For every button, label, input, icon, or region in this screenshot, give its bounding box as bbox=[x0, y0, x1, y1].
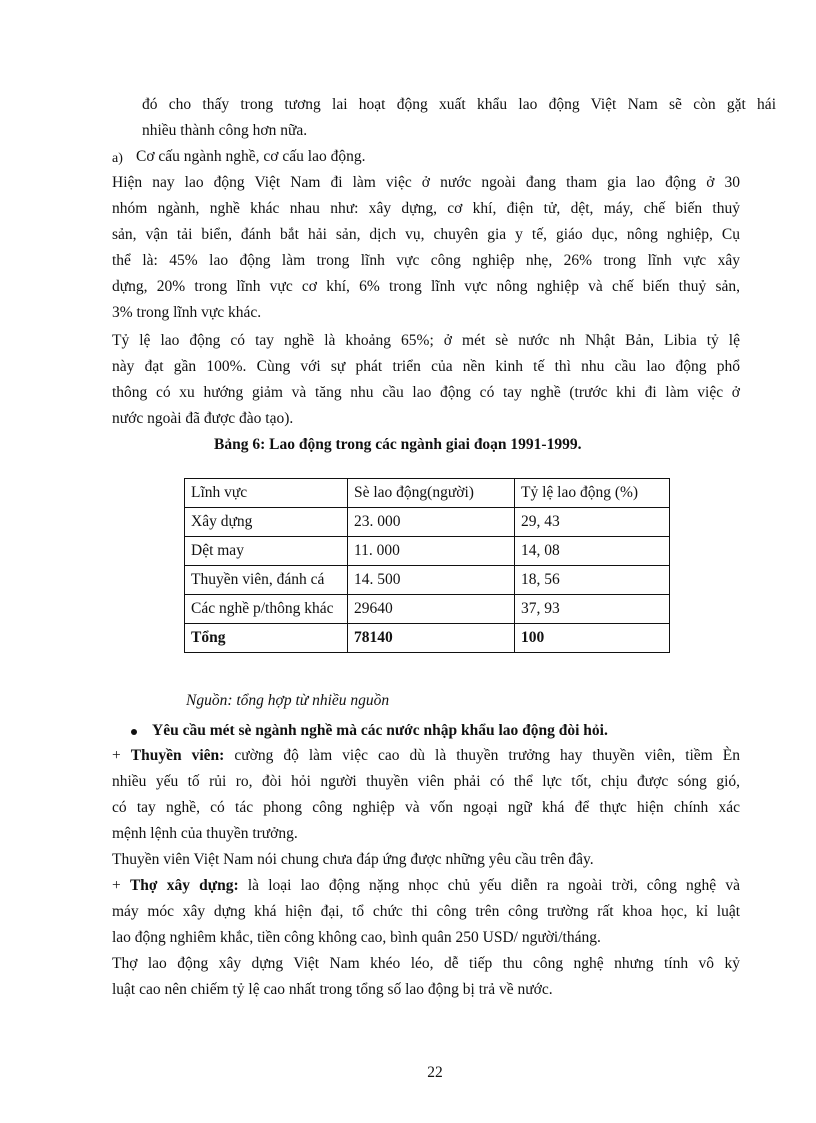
table-cell: 11. 000 bbox=[348, 537, 515, 566]
paragraph-line: nhiều thành công hơn nữa. bbox=[142, 122, 308, 139]
table-cell: 29, 43 bbox=[515, 508, 670, 537]
paragraph-line: sản, vận tải biển, đánh bắt hải sản, dịch vụ, chuyên gia y tế, giáo dục, nông nghiệp, Cụ bbox=[112, 226, 740, 243]
bullet-heading: Yêu cầu mét sè ngành nghề mà các nước nhập khẩu lao động đòi hỏi. bbox=[152, 722, 608, 739]
table-cell: 14, 08 bbox=[515, 537, 670, 566]
paragraph-line bbox=[112, 745, 740, 767]
paragraph-line bbox=[112, 875, 740, 897]
table-cell: 37, 93 bbox=[515, 595, 670, 624]
table-row bbox=[185, 566, 670, 595]
table-cell: 78140 bbox=[348, 624, 515, 653]
table-cell: Tổng bbox=[185, 624, 348, 653]
paragraph-line: có tay nghề, có tác phong công nghiệp và vốn ngoại ngữ khá để thực hiện chính xác bbox=[112, 799, 740, 816]
table-header-row bbox=[185, 479, 670, 508]
item-prefix: + bbox=[112, 747, 131, 764]
paragraph-line: Thuyền viên Việt Nam nói chung chưa đáp ứng được những yêu cầu trên đây. bbox=[112, 851, 594, 868]
table-source: Nguồn: tổng hợp từ nhiều nguồn bbox=[186, 692, 390, 709]
item-prefix: + bbox=[112, 877, 130, 894]
table-cell: 18, 56 bbox=[515, 566, 670, 595]
table-caption: Bảng 6: Lao động trong các ngành giai đoạn 1991-1999. bbox=[214, 436, 582, 453]
table-cell: Thuyền viên, đánh cá bbox=[185, 566, 348, 595]
bullet-icon bbox=[131, 729, 137, 735]
table-header-cell: Lĩnh vực bbox=[185, 479, 348, 508]
paragraph-line: đó cho thấy trong tương lai hoạt động xuất khẩu lao động Việt Nam sẽ còn gặt hái bbox=[142, 96, 776, 113]
paragraph-line: này đạt gần 100%. Cùng với sự phát triển của nền kinh tế thì nhu cầu lao động phổ bbox=[112, 358, 740, 375]
paragraph-line: thể là: 45% lao động làm trong lĩnh vực công nghiệp nhẹ, 26% trong lĩnh vực xây bbox=[112, 252, 740, 269]
table-cell: Xây dựng bbox=[185, 508, 348, 537]
paragraph-line: Hiện nay lao động Việt Nam đi làm việc ở nước ngoài đang tham gia lao động ở 30 bbox=[112, 174, 740, 191]
paragraph-line: thông có xu hướng giảm và tăng nhu cầu lao động có tay nghề (trước khi đi làm việc ở bbox=[112, 384, 740, 401]
item-text: là loại lao động nặng nhọc chủ yếu diễn ra ngoài trời, công nghệ và bbox=[238, 877, 741, 894]
paragraph-line: nhóm ngành, nghề khác nhau như: xây dựng, cơ khí, điện tử, dệt, máy, chế biến thuỷ bbox=[112, 200, 740, 217]
page-number: 22 bbox=[427, 1064, 443, 1081]
paragraph-line: dựng, 20% trong lĩnh vực cơ khí, 6% trong lĩnh vực nông nghiệp và chế biến thuỷ sản, bbox=[112, 278, 740, 295]
paragraph-line: máy móc xây dựng khá hiện đại, tổ chức thi công trên công trường rất khoa học, kỉ luật bbox=[112, 903, 740, 920]
paragraph-line: luật cao nên chiếm tỷ lệ cao nhất trong tổng số lao động bị trả về nước. bbox=[112, 981, 553, 998]
section-marker: a) bbox=[112, 151, 123, 166]
item-label: Thợ xây dựng: bbox=[129, 877, 239, 894]
paragraph-line: lao động nghiêm khắc, tiền công không cao, bình quân 250 USD/ người/tháng. bbox=[112, 929, 601, 946]
table-row bbox=[185, 595, 670, 624]
table-cell: 29640 bbox=[348, 595, 515, 624]
table-header-cell: Tỷ lệ lao động (%) bbox=[515, 479, 670, 508]
table-row bbox=[185, 537, 670, 566]
table-cell: Các nghề p/thông khác bbox=[185, 595, 348, 624]
paragraph-line: Thợ lao động xây dựng Việt Nam khéo léo, dễ tiếp thu công nghệ nhưng tính vô kỷ bbox=[112, 955, 740, 972]
table-header-cell: Sè lao động(người) bbox=[348, 479, 515, 508]
item-label: Thuyền viên: bbox=[130, 747, 225, 764]
paragraph-line: nước ngoài đã được đào tạo). bbox=[112, 410, 294, 427]
paragraph-line: 3% trong lĩnh vực khác. bbox=[112, 304, 262, 321]
item-text: cường độ làm việc cao dù là thuyền trưởng hay thuyền viên, tiềm Èn bbox=[224, 747, 740, 764]
table-cell: 100 bbox=[515, 624, 670, 653]
table-total-row bbox=[185, 624, 670, 653]
labor-table bbox=[184, 478, 670, 653]
table-row bbox=[185, 508, 670, 537]
table-cell: 14. 500 bbox=[348, 566, 515, 595]
paragraph-line: nhiều yếu tố rủi ro, đòi hỏi người thuyền viên phải có thể lực tốt, chịu được sóng gió, bbox=[112, 773, 740, 790]
section-heading: Cơ cấu ngành nghề, cơ cấu lao động. bbox=[136, 148, 366, 165]
table-cell: Dệt may bbox=[185, 537, 348, 566]
paragraph-line: mệnh lệnh của thuyền trưởng. bbox=[112, 825, 298, 842]
table-cell: 23. 000 bbox=[348, 508, 515, 537]
paragraph-line: Tỷ lệ lao động có tay nghề là khoảng 65%; ở mét sè nước nh Nhật Bản, Libia tỷ lệ bbox=[112, 332, 740, 349]
